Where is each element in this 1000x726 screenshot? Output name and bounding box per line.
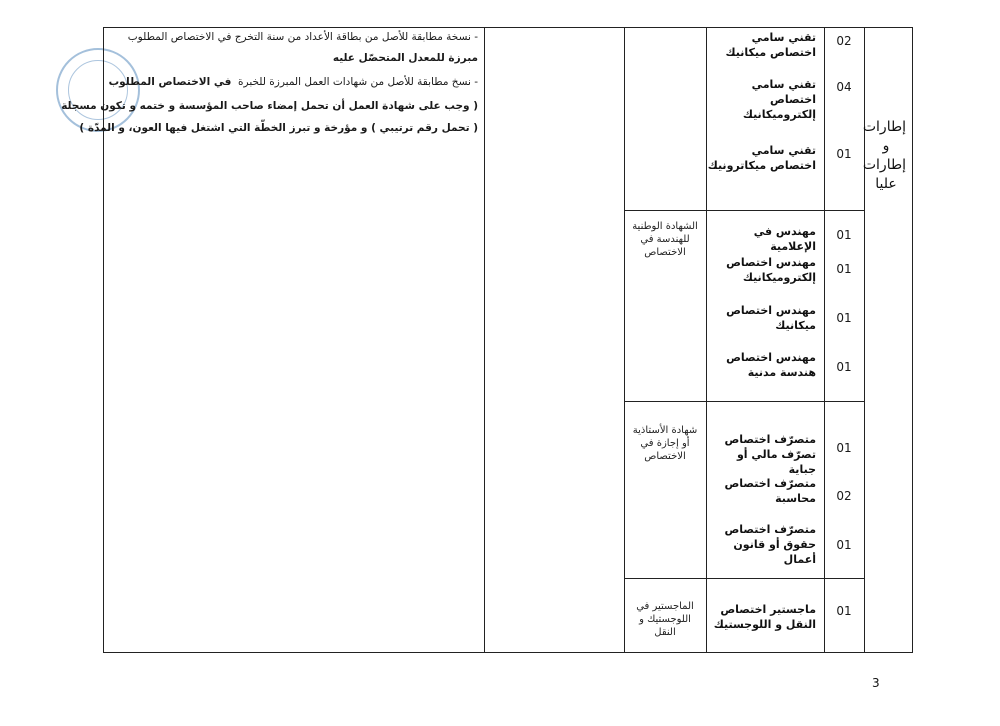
row-divider: [624, 401, 864, 402]
position-count: 01: [836, 147, 852, 161]
position-count: 01: [836, 441, 852, 455]
specialty-label: تقني سامي اختصاص إلكتروميكانيك: [742, 78, 816, 121]
specialty-label: ماجستير اختصاص النقل و اللوجستيك: [713, 603, 816, 631]
row-divider: [624, 210, 864, 211]
position-count: 02: [836, 489, 852, 503]
note-line: - نسخ مطابقة للأصل من شهادات العمل المبرزة للخبرة في الاختصاص المطلوب: [108, 76, 478, 88]
qualification-label: الماجستير في اللوجستيك و النقل: [636, 601, 694, 638]
note-line: ( وجب على شهادة العمل أن تحمل إمضاء صاحب المؤسسة و ختمه و تكون مسجلة: [61, 100, 478, 112]
column-divider: [624, 27, 625, 653]
note-line: ( تحمل رقم ترتيبي ) و مؤرخة و تبرز الخطّة التي اشتغل فيها العون، و المدّة ): [79, 122, 478, 134]
position-count: 01: [836, 538, 852, 552]
position-count: 01: [836, 228, 852, 242]
specialty-label: مهندس في الإعلامية: [753, 225, 816, 253]
column-divider: [824, 27, 825, 653]
position-count: 01: [836, 262, 852, 276]
qualification-label: شهادة الأستاذية أو إجازة في الاختصاص: [632, 425, 698, 462]
position-count: 01: [836, 360, 852, 374]
page-number: 3: [872, 676, 880, 690]
specialty-label: متصرّف اختصاص محاسبة: [724, 477, 816, 505]
note-line: مبرزة للمعدل المتحصّل عليه: [332, 52, 478, 64]
specialty-label: مهندس اختصاص إلكتروميكانيك: [726, 256, 816, 284]
qualification-label: الشهادة الوطنية للهندسة في الاختصاص: [632, 221, 698, 258]
row-divider: [624, 578, 864, 579]
position-count: 02: [836, 34, 852, 48]
note-line: - نسخة مطابقة للأصل من بطاقة الأعداد من سنة التخرج في الاختصاص المطلوب: [127, 31, 478, 43]
category-label: إطارات و إطارات عليا: [862, 119, 906, 192]
position-count: 04: [836, 80, 852, 94]
position-count: 01: [836, 604, 852, 618]
specialty-label: متصرّف اختصاص تصرّف مالي أو جباية: [724, 433, 816, 476]
position-count: 01: [836, 311, 852, 325]
specialty-label: مهندس اختصاص هندسة مدنية: [726, 351, 816, 379]
specialty-label: مهندس اختصاص ميكانيك: [726, 304, 816, 332]
specialty-label: تقني سامي اختصاص ميكانيك: [725, 31, 816, 59]
specialty-label: تقني سامي اختصاص ميكاترونيك: [707, 144, 816, 172]
specialty-label: متصرّف اختصاص حقوق أو قانون أعمال: [724, 523, 816, 566]
column-divider: [484, 27, 485, 653]
